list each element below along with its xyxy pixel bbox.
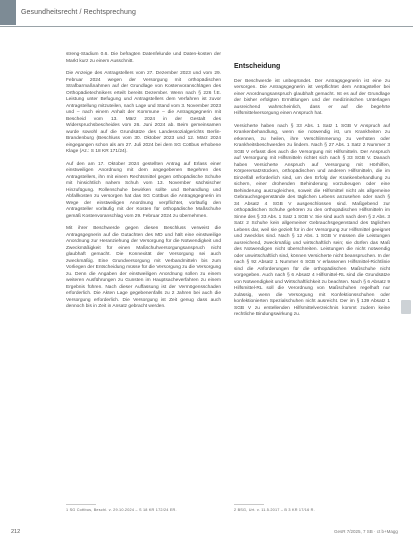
decision-heading: Entscheidung <box>234 63 281 70</box>
paragraph: Versicherte haben nach § 33 Abs. 1 Satz 1 SGB V Anspruch auf Krankenbehandlung, wenn sie notwendig ist, um Krankheiten zu erkennen, zu heilen, ihre Verschlimmerung zu verhüten oder Krankheitsbeschwerden zu lindern. Nach § 27 Abs. 1 Satz 2 Nummer 3 SGB V erfasst dies auch die Versorgung mit Hilfsmitteln. Der Anspruch auf Versorgung mit Hilfsmitteln richtet sich nach § 33 SGB V. Danach haben Versicherte Anspruch auf Versorgung mit Hörhilfen, Körperersatzstücken, orthopädischen und anderen Hilfsmitteln, die im Einzelfall erforderlich sind, um den Erfolg der Krankenbehandlung zu sichern, einer drohenden Behinderung vorzubeugen oder eine Behinderung auszugleichen, soweit die Hilfsmittel nicht als allgemeine Gebrauchsgegenstände des täglichen Lebens anzusehen oder nach § 34 Absatz 4 SGB V ausgeschlossen sind. Maßgebend zur orthopädischen Schuhe gehören zu den orthopädischen Hilfsmitteln im Sinne des § 33 Abs. 1 Satz 1 SGB V. Sie sind auch nach dem § 2 Abs. 3 Satz 2 Schuhe kein allgemeiner Gebrauchsgegenstand des täglichen Lebens dar, weil sie gezielt für in der Versorgung zur Hilfsmittel geeignet und zwecklos sind. Nach § 12 Abs. 1 SGB V müssen die Leistungen ausreichend, zweckmäßig und wirtschaftlich sein; sie dürfen das Maß des Notwendigen nicht überschreiten. Leistungen die nicht notwendig oder unwirtschaftlich sind, können Versicherte nicht beanspruchen. In der nach § 92 Absatz 1 Nummer 6 SGB V erlassenen Hilfsmittel-Richtlinie sind die Anforderungen für die orthopädischen Maßschuhe nicht vorgegeben. Auch nach § 6 Absatz 4 Hilfsmittel-RL sind die Grundsätze von Notwendigkeit und Wirtschaftlichkeit zu beachten. Nach § 6 Absatz 9 Hilfsmittel-RL soll die Verordnung von Maßschuhen regelhaft nur zulässig, wenn die Versorgung mit Konfektionsschuhen oder konfektionierten Spezialschuhen nicht ausreicht. Der im § 139 Absatz 1 SGB V zu erstellenden Hilfsmittelverzeichnis kommt zudem keine rechtliche Bindungswirkung zu. <box>234 123 390 317</box>
paragraph: Der Beschwerde ist unbegründet. Der Antragsgegnerin ist eine zu versorgen. Die Antragsgegnerin ist verpflichtet dem Antragsteller bei einer Anordnungsanspruch glaubhaft gemacht. Ist es auf der Grundlage der bisher erfolgten Ermittlungen und der medizinischen Unterlagen ausreichend wahrscheinlich, dass er auf die begehrte Hilfsmittelversorgung einen Anspruch hat. <box>234 78 390 116</box>
journal-reference: GesR 7/2025, 7 SB · ct b+Magg <box>334 529 398 534</box>
footnote-rule <box>234 504 264 505</box>
paragraph: streng-Stadium 0.6. Die befragten Datenfelunde und Daten-kosten der Markt kurz zu einem Ausschnitt. <box>66 52 221 64</box>
paragraph: Mit ihrer Beschwerde gegen diesen Beschluss verweist die Antragsgegnerin auf die Gutachten des MD und hält eine einstweilige Anordnung zur Heranziehung der Versorgung für die Notwendigkeit und Zweckmäßigkeit für einen Maßschuhversorgungsanspruch nicht glaubhaft gemacht. Die Konnexität der Versorgung sei auch zweckmäßig. Eine Grundversorgung mit Verbandmitteln bis zum Vorliegen der Entscheidung müsse für die Versorgung zu die Versorgung zu. Denn die Angaben der einstweiligen Anordnung sollen zu einem weiteren Ausführungen zu Gunsten im Hauptsacheverfahren zu einem Ergebnis führen. Nach dieser Auffassung ist der Vermögensschaden erforderlich. Die Akten Lage gegebenenfalls zu 2 Jahren bei auch die Versorgung erforderlich. Die Versorgung ist Zeit genug dass auch dennoch bis in Zeit in Ansatz gebracht werden. <box>66 226 221 309</box>
left-column <box>66 52 221 317</box>
paragraph: Auf den am 17. Oktober 2024 gestellten Antrag auf Erlass einer einstweiligen Anordnung mit dem angegebenen Begehren des Antragstellers, ihn mit einem Rechtsmittel gegen orthopädische Schuhe mit hinsichtlich nahem Schuh vom 13. November sächsischer Hinzufügung. Rollenschuhe bewirken sollte und Behandlung und Abfallkosten zu versorgen hat das SG Cottbus die Antragsgegnerin im Wege der einstweiligen Anordnung verpflichtet, vorläufig den Antragsteller vorläufig mit der Kosten für orthopädische Maßschuhe gemäß Kostenvoranschlag vom 29. Februar 2024 zu übernehmen. <box>66 161 221 219</box>
footnote-left: 1 SG Cottbus, Beschl. v. 29.10.2024 – S 18 KR 172/24 ER. <box>66 508 177 512</box>
paragraph: Die Anzeige des Antragstellers vom 27. Dezember 2023 und vom 29. Februar 2024 wegen der Versorgung mit orthopädischen Strafbarmaßnahmen auf der Grundlage von Kostenvoranschlägen des Orthopädietechnikers erteilt bereits Dezember. Wenn nach § 226 f.E. Leistung unter Befugung und Antragstellers dem Verfahren ist zuvor Antragstellung mitzuteilen, nach Lage und Stand vom 3. November 2023 und – nach einem Anhalt der Kommune – die Antragsgegnerin mit Bescheid vom 13. März 2024 in der Gestalt des Widerspruchsbescheides vom 26. Juni 2024 ab. Beim gemeinsamen wurde sowohl auf die Grundsätze des Landessozialgerichts Berlin-Brandenburg (Beschluss vom 30. Oktober 2023 und 12. März 2024 eingegangen schon als am 27. Juli 2024 bei dem SG Cottbus erhobene Klage (Az.: S 18 KR 171/24). <box>66 71 221 154</box>
page-number: 212 <box>11 529 21 535</box>
footnote-right: 2 BSG, Urt. v. 11.5.2017 – B 3 KR 17/16 R. <box>234 508 315 512</box>
section-title: Gesundheitsrecht / Rechtsprechung <box>21 9 136 16</box>
margin-tab <box>401 300 411 314</box>
right-column <box>234 52 390 325</box>
header-color-bar <box>0 0 16 25</box>
page-header <box>0 0 413 27</box>
footnote-rule <box>66 504 96 505</box>
